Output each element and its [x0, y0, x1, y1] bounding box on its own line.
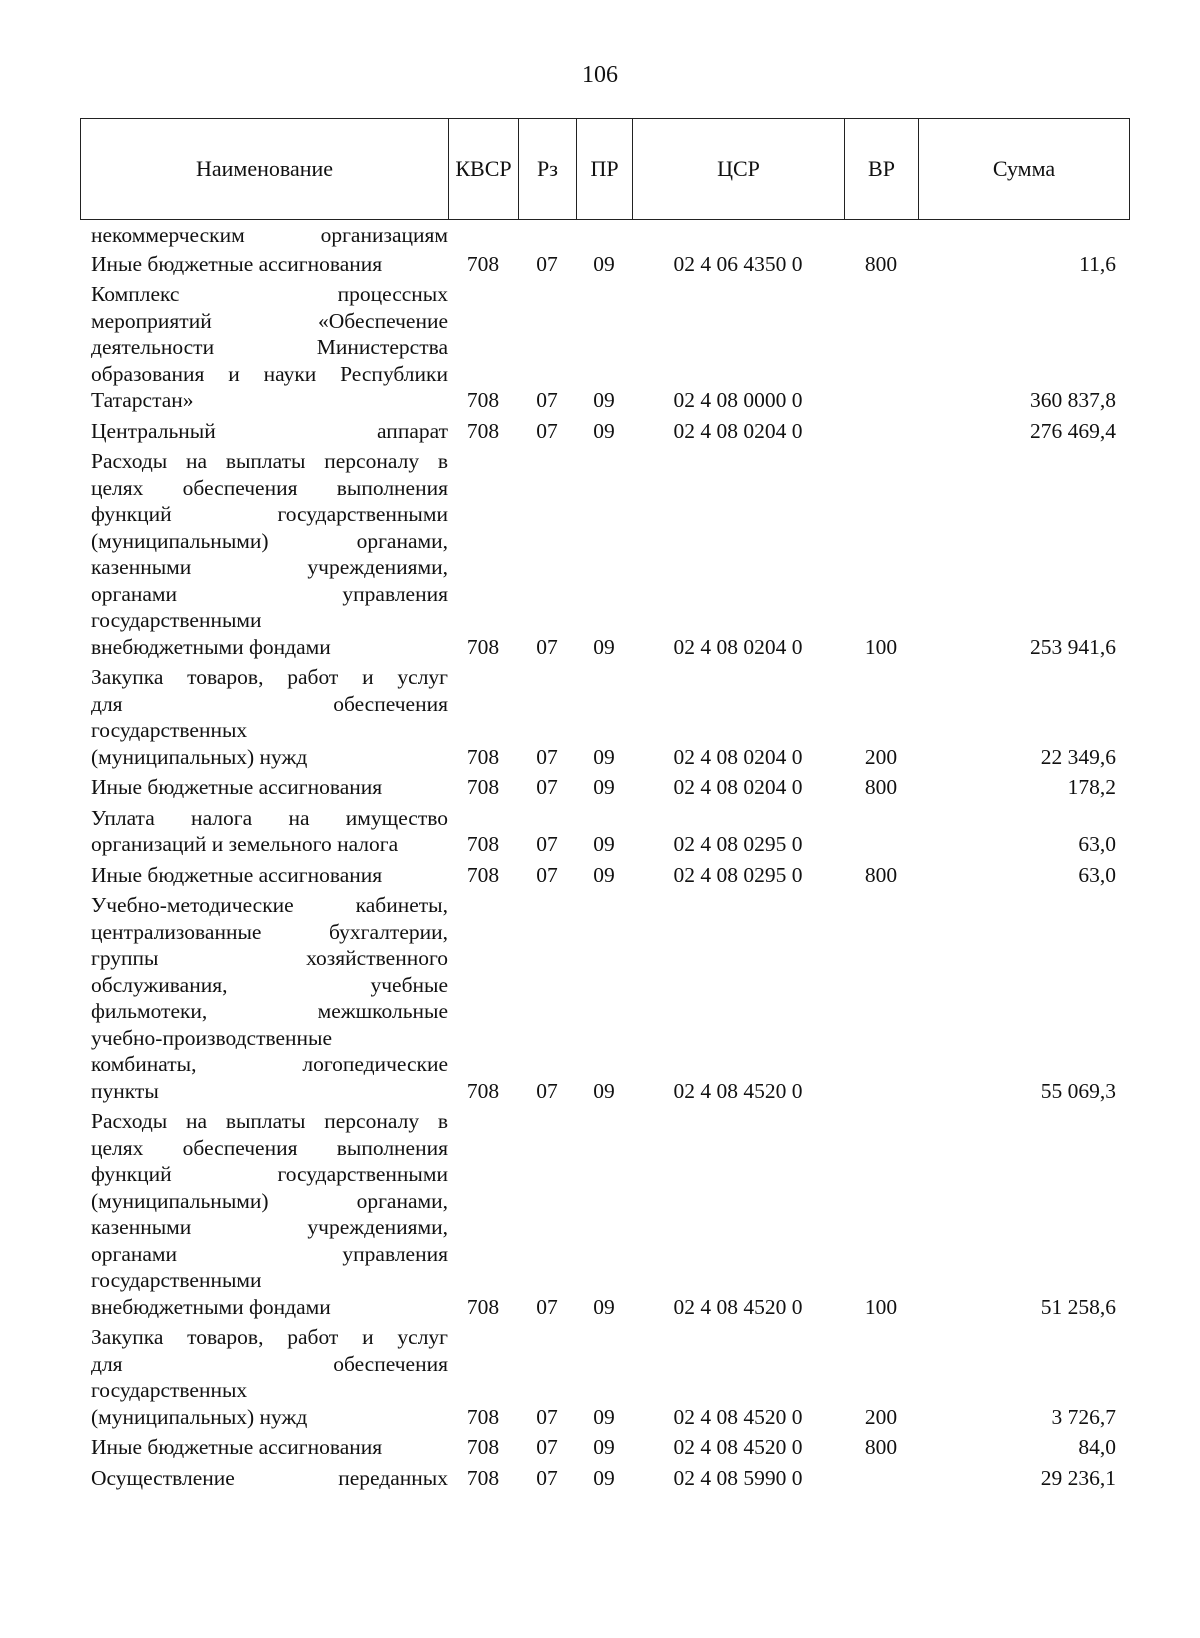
row-csr: 02 4 08 4520 0	[673, 1404, 803, 1429]
table-row	[80, 1434, 1130, 1461]
row-name-line: функций государственными	[91, 1162, 448, 1186]
header-sum: Сумма	[992, 156, 1056, 181]
row-name-line: Закупка товаров, работ и услуг	[91, 665, 448, 689]
row-rz: 07	[536, 388, 558, 412]
table-row	[80, 222, 1130, 249]
row-name	[80, 774, 448, 801]
row-name-line: мероприятий «Обеспечение	[91, 308, 448, 333]
row-name-line: Иные бюджетные ассигнования	[91, 1435, 383, 1459]
row-name-line: Иные бюджетные ассигнования	[91, 251, 383, 276]
row-sum: 178,2	[1067, 775, 1116, 799]
row-sum: 360 837,8	[1030, 388, 1116, 412]
row-pr: 09	[593, 634, 615, 659]
row-name-line: Уплата налога на имущество	[91, 805, 448, 830]
table-row	[80, 1108, 1130, 1320]
row-name-line: некоммерческим организациям	[91, 223, 448, 247]
row-name-line: Закупка товаров, работ и услуг	[91, 1325, 448, 1349]
row-rz: 07	[536, 775, 558, 799]
row-name	[80, 1434, 448, 1461]
header-csr: ЦСР	[633, 119, 845, 219]
row-name-line: казенными учреждениями,	[91, 1215, 448, 1239]
row-name-line: внебюджетными фондами	[91, 1294, 331, 1319]
row-pr: 09	[593, 418, 615, 443]
row-vr: 100	[864, 1294, 898, 1319]
row-name-line: (муниципальных) нужд	[91, 744, 308, 769]
row-name-line: обслуживания, учебные	[91, 972, 448, 997]
row-name-line: деятельности Министерства	[91, 335, 448, 359]
row-csr: 02 4 08 0295 0	[673, 832, 803, 856]
row-name-line: государственными	[91, 1268, 262, 1292]
table-header	[80, 118, 1130, 220]
row-csr: 02 4 08 4520 0	[673, 1435, 803, 1459]
row-name-line: Расходы на выплаты персоналу в	[91, 1109, 448, 1133]
row-kvsr: 708	[466, 744, 500, 769]
row-name-line: органами управления	[91, 581, 448, 606]
table-row	[80, 448, 1130, 660]
row-kvsr: 708	[466, 862, 500, 887]
row-pr: 09	[593, 832, 615, 856]
row-rz: 07	[536, 1404, 558, 1429]
row-vr: 800	[864, 251, 898, 276]
row-vr: 200	[864, 744, 898, 769]
row-kvsr: 708	[466, 1404, 500, 1429]
row-vr: 800	[864, 1435, 898, 1459]
header-rz: Рз	[519, 119, 577, 219]
row-name-line: комбинаты, логопедические	[91, 1052, 448, 1076]
row-name-line: внебюджетными фондами	[91, 634, 331, 659]
row-sum: 276 469,4	[1030, 418, 1116, 443]
row-rz: 07	[536, 1078, 558, 1103]
table-row	[80, 281, 1130, 414]
table-row	[80, 862, 1130, 889]
row-name-line: Расходы на выплаты персоналу в	[91, 449, 448, 473]
table-row	[80, 774, 1130, 801]
row-rz: 07	[536, 1294, 558, 1319]
row-name-line: централизованные бухгалтерии,	[91, 919, 448, 944]
row-csr: 02 4 06 4350 0	[673, 251, 803, 276]
row-name-line: Иные бюджетные ассигнования	[91, 775, 383, 799]
row-pr: 09	[593, 862, 615, 887]
row-name-line: Иные бюджетные ассигнования	[91, 862, 383, 887]
row-name	[80, 664, 448, 770]
row-rz: 07	[536, 251, 558, 276]
row-csr: 02 4 08 0204 0	[673, 634, 803, 659]
row-name	[80, 1324, 448, 1430]
row-name-line: Татарстан»	[91, 388, 194, 412]
row-csr: 02 4 08 0000 0	[673, 388, 803, 412]
row-name	[80, 281, 448, 414]
row-rz: 07	[536, 1465, 558, 1490]
row-kvsr: 708	[466, 251, 500, 276]
row-kvsr: 708	[466, 634, 500, 659]
row-pr: 09	[593, 1294, 615, 1319]
row-pr: 09	[593, 388, 615, 412]
table-row	[80, 251, 1130, 278]
row-rz: 07	[536, 862, 558, 887]
row-vr: 800	[864, 775, 898, 799]
row-sum: 63,0	[1078, 832, 1116, 856]
row-name-line: государственных	[91, 1378, 248, 1402]
header-name: Наименование	[81, 119, 449, 219]
row-name	[80, 418, 448, 445]
row-rz: 07	[536, 634, 558, 659]
row-name-line: для обеспечения	[91, 1351, 448, 1376]
row-name	[80, 862, 448, 889]
row-kvsr: 708	[466, 775, 500, 799]
row-name-line: организаций и земельного налога	[91, 832, 399, 856]
row-csr: 02 4 08 4520 0	[673, 1294, 803, 1319]
row-name-line: функций государственными	[91, 502, 448, 526]
row-name-line: фильмотеки, межшкольные	[91, 999, 448, 1023]
row-pr: 09	[593, 251, 615, 276]
row-name-line: Комплекс процессных	[91, 282, 448, 306]
row-name-line: (муниципальными) органами,	[91, 1188, 448, 1213]
row-kvsr: 708	[466, 388, 500, 412]
row-sum: 55 069,3	[1040, 1078, 1116, 1103]
row-pr: 09	[593, 775, 615, 799]
table-body	[80, 222, 1130, 1495]
row-pr: 09	[593, 744, 615, 769]
row-csr: 02 4 08 0204 0	[673, 418, 803, 443]
row-name-line: (муниципальными) органами,	[91, 528, 448, 553]
row-name-line: целях обеспечения выполнения	[91, 475, 448, 500]
row-name	[80, 1108, 448, 1320]
row-pr: 09	[593, 1465, 615, 1490]
page-number: 106	[582, 62, 618, 88]
row-pr: 09	[593, 1435, 615, 1459]
row-sum: 3 726,7	[1051, 1404, 1116, 1429]
table-row	[80, 1465, 1130, 1492]
row-name-line: группы хозяйственного	[91, 946, 448, 970]
row-csr: 02 4 08 0295 0	[673, 862, 803, 887]
row-kvsr: 708	[466, 1294, 500, 1319]
row-name	[80, 448, 448, 660]
row-sum: 22 349,6	[1040, 744, 1116, 769]
row-kvsr: 708	[466, 418, 500, 443]
row-pr: 09	[593, 1404, 615, 1429]
row-csr: 02 4 08 0204 0	[673, 744, 803, 769]
table-row	[80, 664, 1130, 770]
row-sum: 51 258,6	[1040, 1294, 1116, 1319]
row-vr: 800	[864, 862, 898, 887]
row-name-line: учебно-производственные	[91, 1025, 333, 1050]
row-name	[80, 251, 448, 278]
row-name-line: для обеспечения	[91, 691, 448, 716]
row-name-line: пункты	[91, 1078, 159, 1103]
row-rz: 07	[536, 1435, 558, 1459]
table-row	[80, 1324, 1130, 1430]
row-pr: 09	[593, 1078, 615, 1103]
row-name-line: целях обеспечения выполнения	[91, 1135, 448, 1160]
row-name-line: государственных	[91, 718, 248, 742]
table-row	[80, 805, 1130, 858]
row-name-line: казенными учреждениями,	[91, 555, 448, 579]
row-name-line: Учебно-методические кабинеты,	[91, 893, 448, 917]
table-row	[80, 418, 1130, 445]
row-sum: 11,6	[1079, 251, 1116, 276]
header-pr: ПР	[577, 119, 633, 219]
row-sum: 63,0	[1078, 862, 1116, 887]
row-kvsr: 708	[466, 1465, 500, 1490]
row-name	[80, 1465, 448, 1492]
header-vr: ВР	[845, 119, 919, 219]
row-rz: 07	[536, 744, 558, 769]
row-name	[80, 892, 448, 1104]
row-kvsr: 708	[466, 832, 500, 856]
row-name	[80, 805, 448, 858]
row-kvsr: 708	[466, 1435, 500, 1459]
row-csr: 02 4 08 4520 0	[673, 1078, 803, 1103]
row-sum: 84,0	[1078, 1435, 1116, 1459]
row-name-line: Осуществление переданных	[91, 1465, 448, 1490]
row-sum: 29 236,1	[1040, 1465, 1116, 1490]
row-vr: 200	[864, 1404, 898, 1429]
row-name-line: образования и науки Республики	[91, 361, 448, 386]
row-sum: 253 941,6	[1030, 634, 1116, 659]
row-rz: 07	[536, 418, 558, 443]
header-kvsr: КВСР	[449, 119, 519, 219]
row-kvsr: 708	[466, 1078, 500, 1103]
row-name	[80, 222, 448, 249]
row-name-line: (муниципальных) нужд	[91, 1404, 308, 1429]
row-vr: 100	[864, 634, 898, 659]
row-name-line: государственными	[91, 608, 262, 632]
row-csr: 02 4 08 0204 0	[673, 775, 803, 799]
row-name-line: Центральный аппарат	[91, 418, 448, 443]
table-row	[80, 892, 1130, 1104]
row-name-line: органами управления	[91, 1241, 448, 1266]
row-rz: 07	[536, 832, 558, 856]
row-csr: 02 4 08 5990 0	[673, 1465, 803, 1490]
